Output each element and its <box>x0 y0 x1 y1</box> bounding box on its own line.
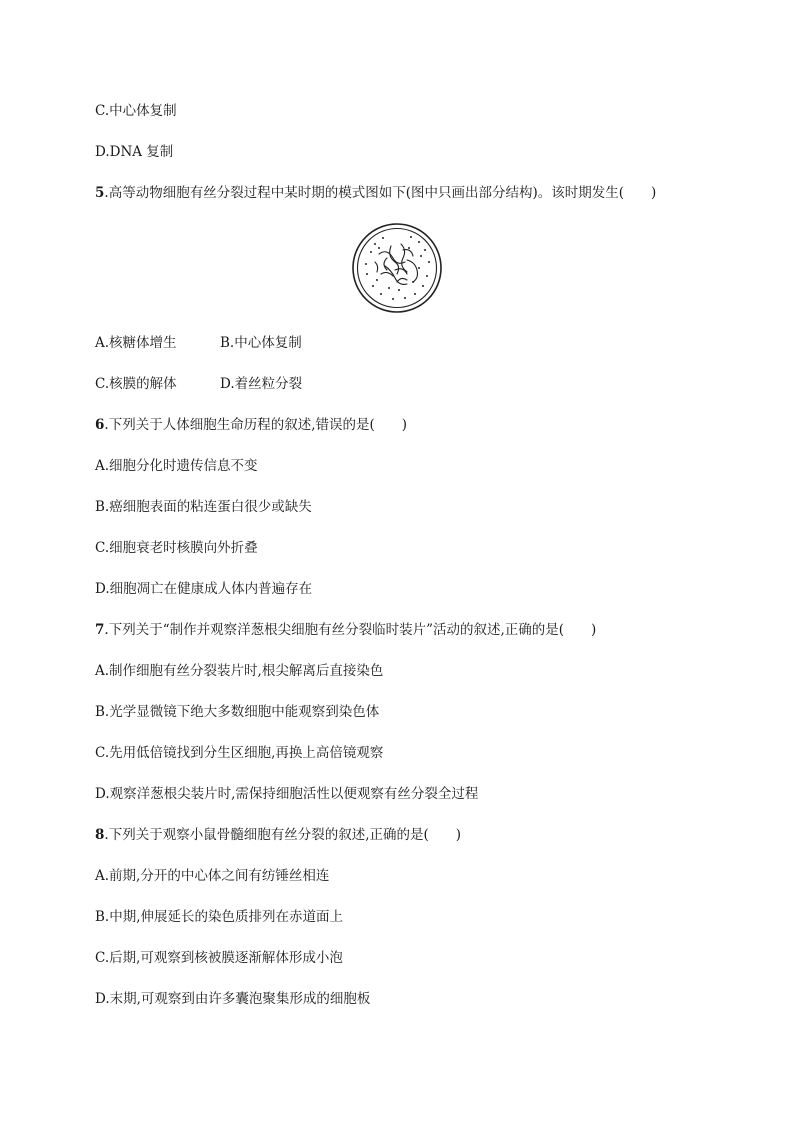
q5-option-a: A.核糖体增生 <box>95 335 177 351</box>
q6-option-a: A.细胞分化时遗传信息不变 <box>95 458 258 474</box>
q5-option-d: D.着丝粒分裂 <box>220 376 303 392</box>
q6-stem: .下列关于人体细胞生命历程的叙述,错误的是( ) <box>104 417 408 433</box>
q6-option-b: B.癌细胞表面的粘连蛋白很少或缺失 <box>95 499 312 515</box>
q8-stem-line <box>95 826 461 844</box>
q8-number: 8 <box>95 827 105 843</box>
cell-diagram <box>351 222 443 314</box>
q5-options-row-1 <box>95 334 302 352</box>
q7-option-b: B.光学显微镜下绝大多数细胞中能观察到染色体 <box>95 704 380 720</box>
q8-option-c: C.后期,可观察到核被膜逐渐解体形成小泡 <box>95 950 343 966</box>
q8-stem: .下列关于观察小鼠骨髓细胞有丝分裂的叙述,正确的是( ) <box>104 827 462 843</box>
q7-option-a: A.制作细胞有丝分裂装片时,根尖解离后直接染色 <box>95 663 384 679</box>
q7-number: 7 <box>95 622 105 638</box>
q6-stem-line <box>95 416 407 434</box>
q7-option-d: D.观察洋葱根尖装片时,需保持细胞活性以便观察有丝分裂全过程 <box>95 786 479 802</box>
q6-number: 6 <box>95 417 105 433</box>
q5-option-b: B.中心体复制 <box>220 335 302 351</box>
q4-option-d: D.DNA 复制 <box>95 144 174 160</box>
q8-option-d: D.末期,可观察到由许多囊泡聚集形成的细胞板 <box>95 991 371 1007</box>
q5-option-c: C.核膜的解体 <box>95 376 177 392</box>
q4-option-c: C.中心体复制 <box>95 103 177 119</box>
q6-option-d: D.细胞凋亡在健康成人体内普遍存在 <box>95 581 313 597</box>
q8-option-b: B.中期,伸展延长的染色质排列在赤道面上 <box>95 909 344 925</box>
q8-option-a: A.前期,分开的中心体之间有纺锤丝相连 <box>95 868 330 884</box>
q6-option-c: C.细胞衰老时核膜向外折叠 <box>95 540 258 556</box>
q5-options-row-2 <box>95 375 303 393</box>
q7-stem: .下列关于“制作并观察洋葱根尖细胞有丝分裂临时装片”活动的叙述,正确的是( ) <box>104 622 597 638</box>
q7-stem-line <box>95 621 596 639</box>
q5-stem: .高等动物细胞有丝分裂过程中某时期的模式图如下(图中只画出部分结构)。该时期发生( ) <box>104 185 657 201</box>
q5-number: 5 <box>95 185 105 201</box>
q5-stem-line <box>95 184 656 202</box>
q7-option-c: C.先用低倍镜找到分生区细胞,再换上高倍镜观察 <box>95 745 384 761</box>
